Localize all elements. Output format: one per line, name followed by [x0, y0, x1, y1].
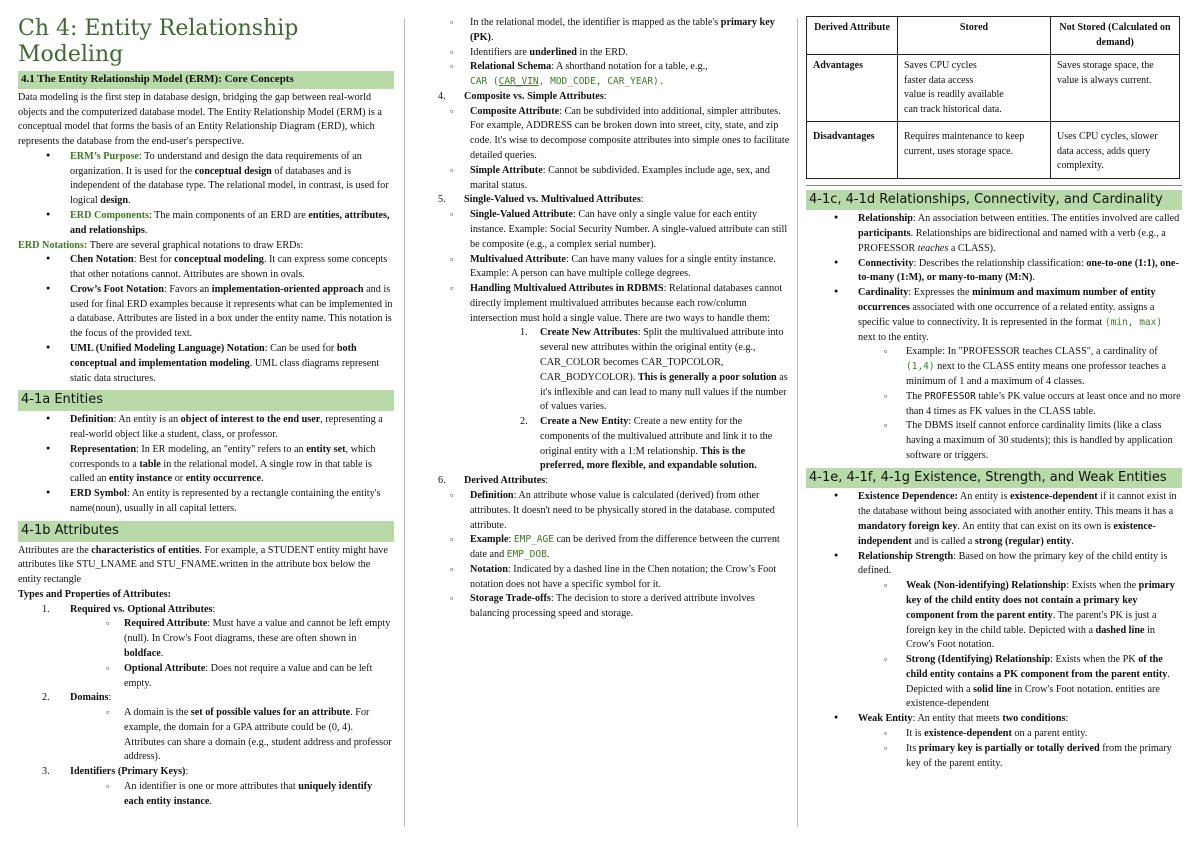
section-heading-4-1: 4.1 The Entity Relationship Model (ERM): Core Concepts — [18, 71, 394, 89]
list-item: ● Chen Notation: Best for conceptual modeling. It can express some concepts that other notations cannot. Attributes are shown in ovals. — [18, 253, 394, 283]
list-item: ▫ Optional Attribute: Does not require a value and can be left empty. — [70, 662, 394, 692]
paragraph-notations: ERD Notations: There are several graphical notations to draw ERDs: — [18, 239, 304, 251]
list-item: ▫ Handling Multivalued Attributes in RDBMS: Relational databases cannot directly implement multivalued attributes because each row/column intersection must hold a single value. There are two ways to handle them: 1. Create New Attributes: Split the multivalued attribute into several new attributes within the original entity (e.g., CAR_COLOR becomes CAR_TOPCOLOR, CAR_BODYCOLOR). This is generally a poor solution as it's inflexible and can lead to many null values if the number of values varies. 2. Create a New Entity: Create a new entity for the components of the multivalued attribute and link it to the original entity with a 1:M relationship. This is the preferred, more flexible, and expandable solution. — [418, 282, 790, 474]
list-item: 1. Required vs. Optional Attributes: ▫ Required Attribute: Must have a value and cannot be left empty (null). In Crow's Foot diagrams, these are often shown in boldface. ▫ Optional Attribute: Does not require a value and can be left empty. — [18, 603, 394, 692]
list-item: ▫ Identifiers are underlined in the ERD. — [418, 46, 790, 61]
list-item: ▫ Example: In "PROFESSOR teaches CLASS", a cardinality of (1,4) next to the CLASS entity means one professor teaches a minimum of 1 and a maximum of 4 classes. — [806, 345, 1182, 389]
list-item: ● Connectivity: Describes the relationship classification: one-to-one (1:1), one-to-many (1:M), or many-to-many (M:N). — [806, 257, 1182, 287]
section-heading-4-1c: 4-1c, 4-1d Relationships, Connectivity, and Cardinality — [806, 190, 1182, 211]
relationship-list — [806, 212, 1182, 463]
page-title: Ch 4: Entity Relationship Modeling — [18, 16, 299, 68]
list-item: ● Definition: An entity is an object of interest to the end user, representing a real-world object like a student, class, or professor. — [18, 413, 394, 443]
list-item: ● Representation: In ER modeling, an "entity" refers to an entity set, which corresponds to a table in the relational model. A single row in that table is called an entity instance or entity occurrence. — [18, 443, 394, 487]
list-item: ▫ An identifier is one or more attributes that uniquely identify each entity instance. — [70, 780, 394, 810]
list-item: ▫ Relational Schema: A shorthand notation for a table, e.g., CAR (CAR_VIN, MOD_CODE, CAR_YEAR). — [418, 60, 790, 90]
list-item: ● ERM’s Purpose: To understand and design the data requirements of an organization. It is used for the conceptual design of databases and is independent of the database type. The relational model, in contrast, is used for logical design. — [18, 150, 394, 209]
existence-list — [806, 490, 1182, 771]
list-item: ● Cardinality: Expresses the minimum and maximum number of entity occurrences associated with one occurrence of a related entity. assigns a specific value to connectivity. It is represented in the format (min, max) next to the entity. ▫ Example: In "PROFESSOR teaches CLASS", a cardinality of (1,4) next to the CLASS entity means one professor teaches a minimum of 1 and a maximum of 4 classes. ▫ The PROFESSOR table’s PK value occurs at least once and no more than 4 times as FK values in the CLASS table. ▫ The DBMS itself cannot enforce cardinality limits (like a class having a maximum of 30 students); this is handled by application software or triggers. — [806, 286, 1182, 463]
list-item: 2. Domains: ▫ A domain is the set of possible values for an attribute. For example, the domain for a GPA attribute could be (0, 4). Attributes can share a domain (e.g., student address and professor address). — [18, 691, 394, 765]
list-item: ● ERD Components: The main components of an ERD are entities, attributes, and relationships. — [18, 209, 394, 239]
table-cell: Uses CPU cycles, slower data access, adds query complexity. — [1051, 122, 1180, 179]
types-label: Types and Properties of Attributes: — [18, 588, 171, 600]
section-heading-4-1b: 4-1b Attributes — [18, 521, 394, 542]
list-item: ▫ Strong (Identifying) Relationship: Exists when the PK of the child entity contains a PK component from the parent entity. Depicted with a solid line in Crow's Foot notation. entities are existence-dependent — [806, 653, 1182, 712]
types-list — [18, 603, 394, 810]
list-item: ▫ A domain is the set of possible values for an attribute. For example, the domain for a GPA attribute could be (0, 4). Attributes can share a domain (e.g., student address and professor address). — [70, 706, 394, 765]
paragraph-attributes: Attributes are the characteristics of entities. For example, a STUDENT entity might have attributes like STU_LNAME and STU_FNAME.written in the attribute box below the entity rectangle — [18, 544, 388, 586]
erm-list — [18, 150, 394, 239]
table-cell: Saves storage space, the value is always current. — [1051, 55, 1180, 122]
list-item: ● Relationship: An association between entities. The entities involved are called participants. Relationships are bidirectional and named with a verb (e.g., a PROFESSOR teaches a CLASS). — [806, 212, 1182, 256]
list-item: ● ERD Symbol: An entity is represented by a rectangle containing the entity's name(noun), usually in all capital letters. — [18, 487, 394, 517]
table-cell: Requires maintenance to keep current, uses storage space. — [898, 122, 1051, 179]
section-heading-4-1e: 4-1e, 4-1f, 4-1g Existence, Strength, and Weak Entities — [806, 468, 1182, 489]
list-item: ▫ Example: EMP_AGE can be derived from the difference between the current date and EMP_DOB. — [418, 533, 790, 563]
list-item: ▫ Its primary key is partially or totally derived from the primary key of the parent entity. — [806, 742, 1182, 772]
list-item: 2. Create a New Entity: Create a new entity for the components of the multivalued attribute and link it to the original entity with a 1:M relationship. This is the preferred, more flexible, and expandable solution. — [520, 416, 773, 472]
column-1 — [18, 16, 394, 833]
list-item: ▫ The DBMS itself cannot enforce cardinality limits (like a class having a maximum of 30 students); this is handled by application software or triggers. — [806, 419, 1182, 463]
list-item: ▫ Storage Trade-offs: The decision to store a derived attribute involves balancing processing speed and storage. — [418, 592, 790, 622]
section-heading-4-1a: 4-1a Entities — [18, 390, 394, 411]
list-item: ▫ Notation: Indicated by a dashed line in the Chen notation; the Crow’s Foot notation does not have a specific symbol for it. — [418, 563, 790, 593]
list-item: ▫ Weak (Non-identifying) Relationship: Exists when the primary key of the child entity does not contain a primary key component from the parent entity. The parent's PK is just a foreign key in the child table. Depicted with a dashed line in Crow's Foot notation. — [806, 579, 1182, 653]
table-header: Derived Attribute — [807, 17, 898, 55]
derived-attribute-table — [806, 16, 1180, 179]
column-2 — [418, 16, 790, 833]
table-row — [807, 122, 1180, 179]
list-item: 4. Composite vs. Simple Attributes: ▫ Composite Attribute: Can be subdivided into additional, simpler attributes. For example, ADDRESS can be broken down into street, city, state, and zip code. It's wise to decompose composite attributes into simple ones to facilitate detailed queries. ▫ Simple Attribute: Cannot be subdivided. Examples include age, sex, and marital status. — [418, 90, 790, 193]
list-item: ▫ Composite Attribute: Can be subdivided into additional, simpler attributes. For example, ADDRESS can be broken down into street, city, state, and zip code. It's wise to decompose composite attributes into simple ones to facilitate detailed queries. — [418, 105, 790, 164]
list-item: ● Weak Entity: An entity that meets two conditions: ▫ It is existence-dependent on a parent entity. ▫ Its primary key is partially or totally derived from the primary key of the parent entity. — [806, 712, 1182, 771]
table-cell: Advantages — [807, 55, 898, 122]
list-item: ▫ Multivalued Attribute: Can have many values for a single entity instance. Example: A person can have multiple college degrees. — [418, 253, 790, 283]
list-item: ▫ Required Attribute: Must have a value and cannot be left empty (null). In Crow's Foot diagrams, these are often shown in boldface. — [70, 617, 394, 661]
divider — [806, 185, 1182, 186]
list-item: ● Relationship Strength: Based on how the primary key of the child entity is defined. ▫ Weak (Non-identifying) Relationship: Exists when the primary key of the child entity does not contain a primary key component from the parent entity. The parent's PK is just a foreign key in the child table. Depicted with a dashed line in Crow's Foot notation. ▫ Strong (Identifying) Relationship: Exists when the PK of the child entity contains a PK component from the parent entity. Depicted with a solid line in Crow's Foot notation. entities are existence-dependent — [806, 550, 1182, 713]
list-item: ● Crow’s Foot Notation: Favors an implementation-oriented approach and is used for final ERD examples because it represents what can be implemented in a database. Attributes are listed in a box under the entity name. This notation is the focus of the provided text. — [18, 283, 394, 342]
list-item: ▫ Simple Attribute: Cannot be subdivided. Examples include age, sex, and marital status. — [418, 164, 790, 194]
list-item: 1. Create New Attributes: Split the multivalued attribute into several new attributes within the original entity (e.g., CAR_COLOR becomes CAR_TOPCOLOR, CAR_BODYCOLOR). This is generally a poor solution as it's inflexible and can lead to many null values if the number of values varies. — [520, 327, 788, 413]
column-divider — [797, 18, 798, 827]
types-list-continued — [418, 90, 790, 622]
table-header: Stored — [898, 17, 1051, 55]
list-item: ● Existence Dependence: An entity is existence-dependent if it cannot exist in the database without being associated with another entity. This means it has a mandatory foreign key. An entity that can exist on its own is existence-independent and is called a strong (regular) entity. — [806, 490, 1182, 549]
identifier-list — [418, 16, 790, 90]
notation-list — [18, 253, 394, 386]
table-cell: Saves CPU cycles faster data access value is readily available can track historical data. — [898, 55, 1051, 122]
list-item: ▫ It is existence-dependent on a parent entity. — [806, 727, 1182, 742]
table-row — [807, 55, 1180, 122]
table-row — [807, 17, 1180, 55]
list-item: ▫ In the relational model, the identifier is mapped as the table's primary key (PK). — [418, 16, 790, 46]
column-3 — [806, 16, 1182, 833]
list-item: 5. Single-Valued vs. Multivalued Attributes: ▫ Single-Valued Attribute: Can have only a single value for each entity instance. Example: Social Security Number. A single-valued attribute can still be composite (e.g., a complex serial number). ▫ Multivalued Attribute: Can have many values for a single entity instance. Example: A person can have multiple college degrees. ▫ Handling Multivalued Attributes in RDBMS: Relational databases cannot directly implement multivalued attributes because each row/column intersection must hold a single value. There are two ways to handle them: 1. Create New Attributes: Split the multivalued attribute into several new attributes within the original entity (e.g., CAR_COLOR becomes CAR_TOPCOLOR, CAR_BODYCOLOR). This is generally a poor solution as it's inflexible and can lead to many null values if the number of values varies. 2. Create a New Entity: Create a new entity for the components of the multivalued attribute and link it to the original entity with a 1:M relationship. This is the preferred, more flexible, and expandable solution. — [418, 193, 790, 474]
list-item: 6. Derived Attributes: ▫ Definition: An attribute whose value is calculated (derived) from other attributes. It doesn't need to be physically stored in the database. computed attribute. ▫ Example: EMP_AGE can be derived from the difference between the current date and EMP_DOB. ▫ Notation: Indicated by a dashed line in the Chen notation; the Crow’s Foot notation does not have a specific symbol for it. ▫ Storage Trade-offs: The decision to store a derived attribute involves balancing processing speed and storage. — [418, 474, 790, 622]
list-item: ▫ Definition: An attribute whose value is calculated (derived) from other attributes. It doesn't need to be physically stored in the database. computed attribute. — [418, 489, 790, 533]
list-item: ● UML (Unified Modeling Language) Notation: Can be used for both conceptual and implementation modeling. UML class diagrams represent static data structures. — [18, 342, 394, 386]
entities-list — [18, 413, 394, 516]
list-item: ▫ The PROFESSOR table’s PK value occurs at least once and no more than 4 times as FK values in the CLASS table. — [806, 390, 1182, 420]
column-divider — [404, 18, 405, 827]
table-cell: Disadvantages — [807, 122, 898, 179]
table-header: Not Stored (Calculated on demand) — [1051, 17, 1180, 55]
list-item: 3. Identifiers (Primary Keys): ▫ An identifier is one or more attributes that uniquely identify each entity instance. — [18, 765, 394, 809]
paragraph-intro: Data modeling is the first step in database design, bridging the gap between real-world objects and the computerized database model. The Entity Relationship Model (ERM) is a conceptual model that forms the basis of an Entity Relationship Diagram (ERD), which represents the database from the end-user's perspective. — [18, 91, 382, 148]
list-item: ▫ Single-Valued Attribute: Can have only a single value for each entity instance. Example: Social Security Number. A single-valued attribute can still be composite (e.g., a complex serial number). — [418, 208, 790, 252]
